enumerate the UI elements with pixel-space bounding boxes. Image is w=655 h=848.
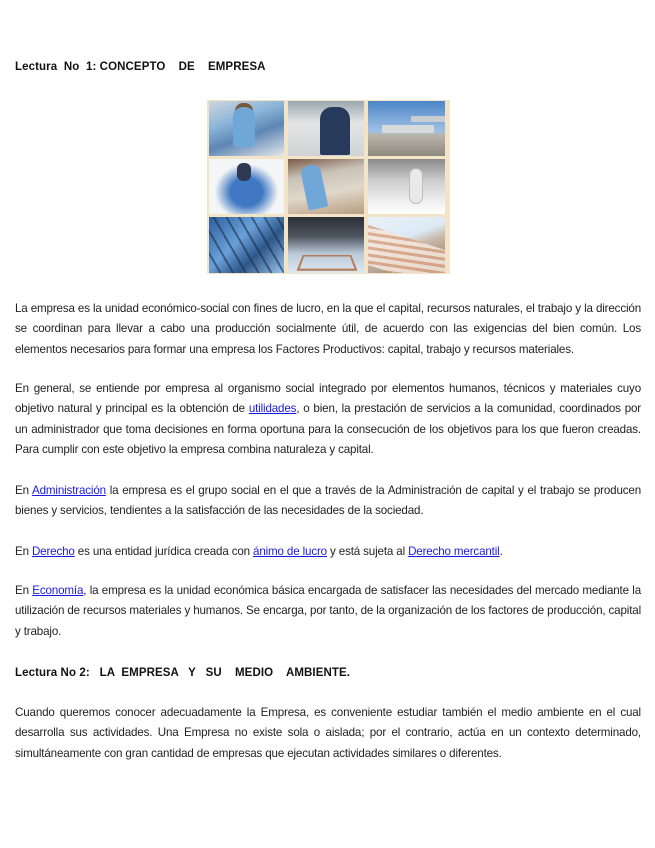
collage-tile-floor-scrubber-machine (209, 159, 284, 214)
paragraph-general (15, 379, 641, 460)
paragraph-economia (15, 581, 641, 642)
paragraph-text: , o bien, la prestación de servicios a la comunidad, coordinados por un administrador que toma decisiones en forma oportuna para la consecución de los objetivos para los que fueron creadas. Para cumplir con este objetivo la empresa combina naturaleza y capital. (15, 402, 641, 456)
section1-heading: Lectura No 1: CONCEPTO DE EMPRESA (15, 61, 266, 73)
collage-tile-airport-airplane (368, 101, 445, 156)
photo-collage (207, 100, 450, 274)
collage-tile-glass-building-facade (209, 217, 284, 273)
paragraph-text: En (15, 584, 33, 597)
link-utilidades[interactable]: utilidades (248, 402, 297, 416)
paragraph-text: , la empresa es la unidad económica básica encargada de satisfacer las necesidades del mercado mediante la utilización de recursos materiales y humanos. Se encarga, por tanto, de la organización de los factores de producción, capital y trabajo. (15, 584, 641, 638)
paragraph-text: En general, se entiende por empresa al organismo social integrado por elementos humanos, técnicos y materiales cuyo objetivo natural y principal es la obtención de (15, 382, 641, 416)
collage-tile-worker-blue-uniform (288, 101, 364, 156)
section2-heading: Lectura No 2: LA EMPRESA Y SU MEDIO AMBIENTE. (15, 667, 351, 679)
link-derecho-mercantil[interactable]: Derecho mercantil (408, 545, 500, 558)
collage-tile-building-exterior (368, 217, 445, 273)
paragraph-text: En (15, 484, 33, 497)
link-derecho[interactable]: Derecho (31, 545, 75, 558)
link-economia[interactable]: Economía (32, 584, 84, 597)
collage-tile-worker-cleaning-surface (368, 159, 445, 214)
paragraph-text: y está sujeta al (326, 545, 409, 558)
link-administracion[interactable]: Administración (32, 484, 106, 497)
paragraph-text: la empresa es el grupo social en el que a través de la Administración de capital y el trabajo se producen bienes y servicios, tendientes a la satisfacción de las necesidades de la sociedad. (15, 484, 641, 518)
collage-tile-lobby-interior (288, 217, 364, 273)
paragraph-administracion (15, 481, 641, 522)
paragraph-text: . (499, 545, 503, 558)
collage-tile-cleaner-at-desk (209, 101, 284, 156)
paragraph-derecho (15, 542, 641, 562)
paragraph-definition: La empresa es la unidad económico-social con fines de lucro, en la que el capital, recursos naturales, el trabajo y la dirección se coordinan para llevar a cabo una producción socialmente útil, de acuerdo con las exigencias del bien común. Los elementos necesarios para formar una empresa los Factores Productivos: capital, trabajo y recursos materiales. (15, 302, 641, 356)
paragraph-medio-ambiente: Cuando queremos conocer adecuadamente la Empresa, es conveniente estudiar también el medio ambiente en el cual desarrolla sus actividades. Una Empresa no existe sola o aislada; por el contrario, actúa en un contexto determinado, simultáneamente con gran cantidad de empresas que ejecutan actividades similares o diferentes. (15, 706, 641, 760)
collage-tile-cleaner-vacuuming (288, 159, 364, 214)
link-animo-de-lucro[interactable]: ánimo de lucro (253, 545, 327, 558)
paragraph-text: es una entidad jurídica creada con (74, 545, 254, 558)
paragraph-text: En (15, 545, 32, 558)
